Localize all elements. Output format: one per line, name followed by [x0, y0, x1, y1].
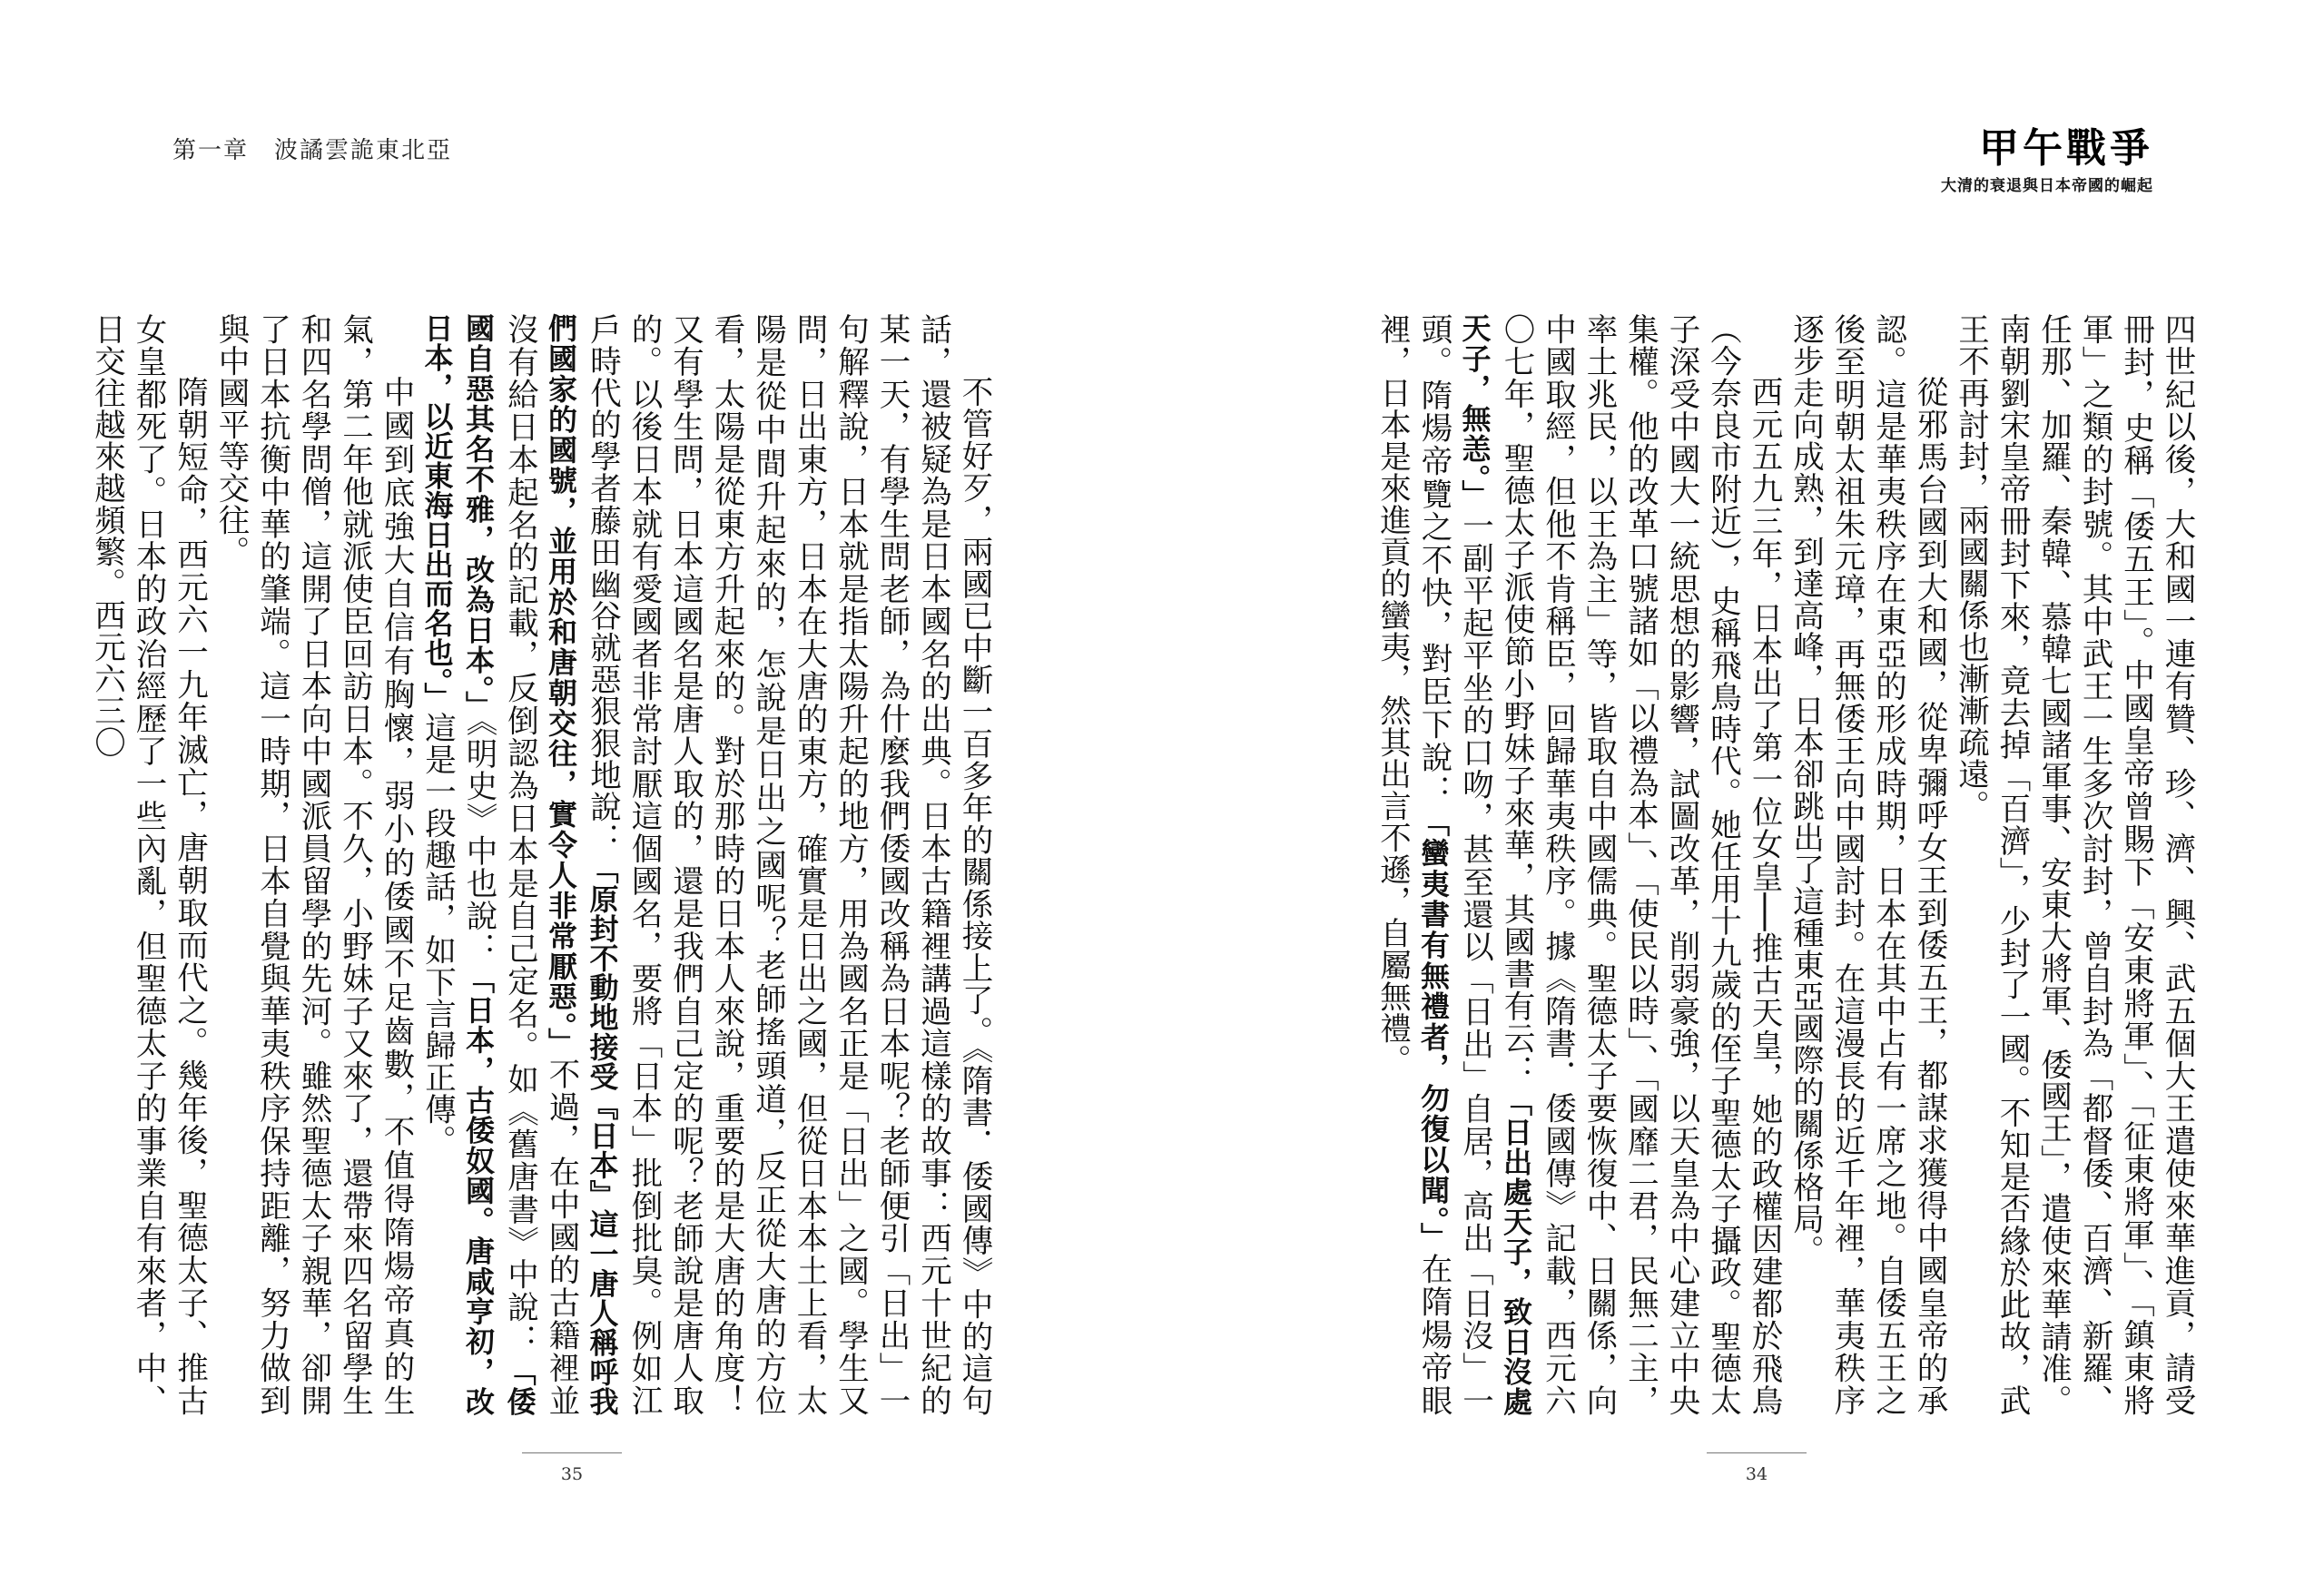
page-number: 34 — [1745, 1464, 1768, 1484]
paragraph: 西元五九三年，日本出了第一位女皇──推古天皇，她的政權因建都於飛鳥（今奈良市附近），史稱飛鳥時代。她任用十九歲的侄子聖德太子攝政。聖德太子深受中國大一統思想的影響，試圖改革，削弱豪強，以天皇為中心建立中央集權。他的改革口號諸如「以禮為本」、「使民以時」、「國靡二君，民無二主，率土兆民，以王為主」等，皆取自中國儒典。聖德太子要恢復中、日關係，向中國取經，但他不肯稱臣，回歸華夷秩序。據《隋書．倭國傳》記載，西元六〇七年，聖德太子派使節小野妹子來華，其國書有云：「日出處天子，致日沒處天子，無恙。」一副平起平坐的口吻，甚至還以「日出」自居，高出「日沒」一頭。隋煬帝覽之不快，對臣下說：「蠻夷書有無禮者，勿復以聞。」在隋煬帝眼裡，日本是來進貢的蠻夷，然其出言不遜，自屬無禮。 — [1374, 313, 1782, 1417]
paragraph: 隋朝短命，西元六一九年滅亡，唐朝取而代之。幾年後，聖德太子、推古女皇都死了。日本的政治經歷了一些內亂，但聖德太子的事業自有來者，中、日交往越來越頻繁。西元六三〇 — [88, 313, 208, 1416]
book-subtitle: 大清的衰退與日本帝國的崛起 — [1941, 177, 2153, 195]
page-number: 35 — [560, 1464, 584, 1484]
running-header-book — [1941, 127, 2153, 195]
page-footer-right — [1702, 1452, 1811, 1484]
left-page-body — [88, 313, 994, 1417]
paragraph: 不管好歹，兩國已中斷一百多年的關係接上了。《隋書．倭國傳》中的這句話，還被疑為是日本國名的出典。日本古籍裡講過這樣的故事：西元十世紀的某一天，有學生問老師，為什麼我們倭國改稱為日本呢？老師便引「日出」一句解釋說，日本就是指太陽升起的地方，用為國名正是「日出」之國。學生又問，日出東方，日本在大唐的東方，確實是日出之國，但從日本本土上看，太陽是從中間升起來的，怎說是日出之國呢？老師搖頭道，反正從大唐的方位看，太陽是從東方升起來的。對於那時的日本人來說，重要的是大唐的角度！又有學生問，日本這國名是唐人取的，還是我們自己定的呢？老師說是唐人取的。以後日本就有愛國者非常討厭這個國名，要將「日本」批倒批臭。例如江戶時代的學者藤田幽谷就惡狠狠地說：「原封不動地接受『日本』這一唐人稱呼我們國家的國號，並用於和唐朝交往，實令人非常厭惡。」不過，在中國的古籍裡並沒有給日本起名的記載，反倒認為日本是自己定名。如《舊唐書》中說：「倭國自惡其名不雅，改為日本。」《明史》中也說：「日本，古倭奴國。唐咸亨初，改日本，以近東海日出而名也。」這是一段趣話，如下言歸正傳。 — [419, 313, 992, 1417]
chapter-label: 第一章 — [172, 137, 250, 164]
running-header-chapter — [172, 132, 452, 165]
footer-rule — [522, 1452, 622, 1453]
paragraph: 從邪馬台國到大和國，從卑彌呼女王到倭五王，都謀求獲得中國皇帝的承認。這是華夷秩序在東亞的形成時期，日本在其中占有一席之地。自倭五王之後至明朝太祖朱元璋，再無倭王向中國討封。在這漫長的近千年裡，華夷秩序逐步走向成熟，到達高峰，日本卻跳出了這種東亞國際的關係格局。 — [1787, 313, 1947, 1416]
book-title: 甲午戰爭 — [1979, 125, 2153, 172]
quote: 「日出處天子，致日沒處天子，無恙。」 — [1457, 313, 1533, 1417]
right-page-body — [1374, 313, 2197, 1417]
quote: 「蠻夷書有無禮者，勿復以聞。」 — [1416, 807, 1451, 1253]
paragraph: 四世紀以後，大和國一連有贊、珍、濟、興、武五個大王遣使來華進貢，請受冊封，史稱「倭五王」。中國皇帝曾賜下「安東將軍」、「征東將軍」、「鎮東將軍」之類的封號。其中武王一生多次討封，曾自封為「都督倭、百濟、新羅、任那、加羅、秦韓、慕韓七國諸軍事、安東大將軍、倭國王」，遣使來華請准。南朝劉宋皇帝冊封下來，竟去掉「百濟」，少封了一國。不知是否緣於此故，武王不再討封，兩國關係也漸漸疏遠。 — [1952, 313, 2195, 1416]
quote: 「原封不動地接受『日本』這一唐人稱呼我們國家的國號，並用於和唐朝交往，實令人非常厭惡。」 — [544, 313, 620, 1417]
quote: 「日本，古倭奴國。唐咸亨初，改日本，以近東海日出而名也。」 — [419, 313, 496, 1417]
footer-rule — [1707, 1452, 1807, 1453]
page-footer-left — [517, 1452, 626, 1484]
quote: 「倭國自惡其名不雅，改為日本。」 — [461, 313, 537, 1417]
paragraph: 中國到底強大自信有胸懷，弱小的倭國不足齒數，不值得隋煬帝真的生氣，第二年他就派使臣回訪日本。不久，小野妹子又來了，還帶來四名留學生和四名學問僧，這開了日本向中國派員留學的先河。雖然聖德太子親華，卻開了日本抗衡中華的肇端。這一時期，日本自覺與華夷秩序保持距離，努力做到與中國平等交往。 — [212, 313, 414, 1416]
chapter-title: 波譎雲詭東北亞 — [274, 137, 453, 164]
